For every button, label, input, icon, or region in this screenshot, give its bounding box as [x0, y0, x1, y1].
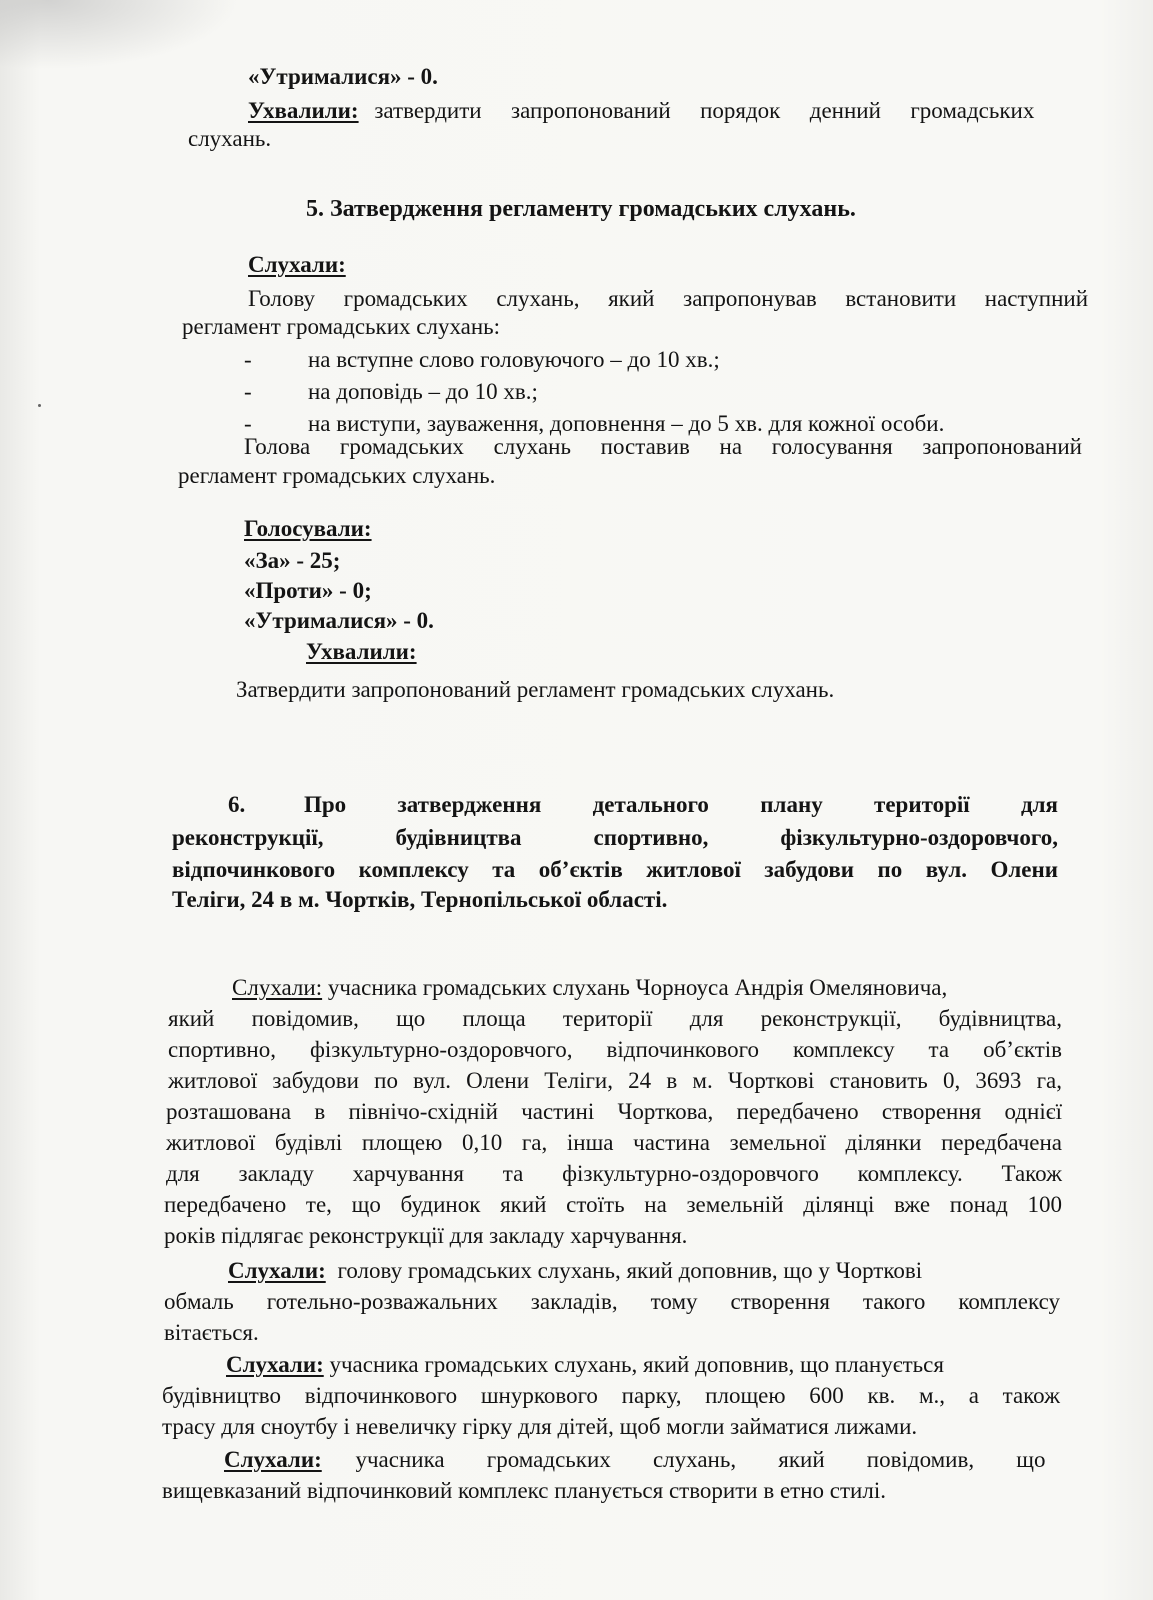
scan-shadow [0, 0, 240, 70]
votes-against: «Проти» - 0; [244, 578, 372, 603]
heard-1-line: який повідомив, що площа території для реконструкції, будівництва, [168, 1006, 1062, 1031]
heard-3-label: Слухали: [226, 1352, 324, 1377]
heard-4-line: вищевказаний відпочинковий комплекс планується створити в етно стилі. [162, 1478, 886, 1503]
list-item: на виступи, зауваження, доповнення – до 5 хв. для кожної особи. [308, 411, 945, 436]
heard-2-line: обмаль готельно-розважальних закладів, тому створення такого комплексу [164, 1289, 1060, 1314]
heard-1-line: житлової будівлі площею 0,10 га, інша частина земельної ділянки передбачена [166, 1130, 1062, 1155]
scan-speck [38, 404, 41, 407]
list-dash: - [244, 411, 252, 436]
section5-resolved-text: Затвердити запропонований регламент громадських слухань. [236, 677, 835, 702]
resolved-text: затвердити запропонований порядок денний громадських [374, 98, 1035, 123]
heard-1-line: для закладу харчування та фізкультурно-оздоровчого комплексу. Також [166, 1161, 1062, 1186]
heard-4-label: Слухали: [224, 1447, 322, 1472]
resolved-text-cont: слухань. [188, 126, 272, 151]
heard-1-first-line [232, 973, 1062, 1003]
heard-4-first-line [224, 1445, 1060, 1475]
votes-for: «За» - 25; [244, 548, 341, 573]
list-dash: - [244, 379, 252, 404]
heard-1-line: спортивно, фізкультурно-оздоровчого, відпочинкового комплексу та об’єктів [168, 1037, 1062, 1062]
heard-3-line: трасу для сноутбу і невеличку гірку для дітей, щоб могли займатися лижами. [162, 1414, 918, 1439]
section5-vote-call-1: Голова громадських слухань поставив на голосування запропонований [244, 434, 1082, 459]
abstained-line-top: «Утрималися» - 0. [248, 64, 438, 89]
heard-1-line: років підлягає реконструкції для закладу харчування. [164, 1223, 688, 1248]
heard-2-line: вітається. [164, 1320, 259, 1345]
heard-4-line: учасника громадських слухань, який повідомив, що [355, 1447, 1046, 1472]
heard-2-line: голову громадських слухань, який доповнив, що у Чорткові [337, 1258, 923, 1283]
section5-heard-text-2: регламент громадських слухань: [182, 314, 501, 339]
heard-1-label: Слухали: [232, 975, 323, 1000]
resolved-top [248, 96, 1088, 126]
heard-3-line: будівництво відпочинкового шнуркового парку, площею 600 кв. м., а також [162, 1383, 1060, 1408]
heard-2-label: Слухали: [228, 1258, 326, 1283]
section5-vote-call-2: регламент громадських слухань. [178, 463, 496, 488]
bleed-through [310, 128, 510, 188]
section6-title-line-3: відпочинкового комплексу та об’єктів житлової забудови по вул. Олени [172, 857, 1058, 882]
heard-3-first-line [226, 1350, 1060, 1380]
heard-1-line: передбачено те, що будинок який стоїть на земельній ділянці вже понад 100 [164, 1192, 1062, 1217]
section5-heard-label: Слухали: [248, 252, 346, 277]
section6-title-line-1: Про затвердження детального плану території для [304, 792, 1058, 817]
section6-title-line-4: Теліги, 24 в м. Чортків, Тернопільської області. [172, 887, 668, 912]
resolved-label: Ухвалили: [248, 98, 359, 123]
votes-abstained: «Утрималися» - 0. [244, 608, 434, 633]
list-dash: - [244, 347, 252, 372]
heard-3-line: учасника громадських слухань, який доповнив, що планується [329, 1352, 944, 1377]
voted-label: Голосували: [244, 516, 372, 541]
list-item: на доповідь – до 10 хв.; [308, 379, 538, 404]
section5-heard-text-1: Голову громадських слухань, який запропонував встановити наступний [248, 286, 1088, 311]
section5-title: 5. Затвердження регламенту громадських слухань. [306, 196, 856, 222]
section6-title-line-2: реконструкції, будівництва спортивно, фізкультурно-оздоровчого, [172, 825, 1058, 850]
list-item: на вступне слово головуючого – до 10 хв.; [308, 347, 720, 372]
section6-number: 6. [228, 792, 246, 817]
heard-2-first-line [228, 1256, 1060, 1286]
heard-1-line: розташована в північо-східній частині Чорткова, передбачено створення однієї [166, 1099, 1062, 1124]
heard-1-line: учасника громадських слухань Чорноуса Андрія Омеляновича, [327, 975, 948, 1000]
heard-1-line: житлової забудови по вул. Олени Теліги, 24 в м. Чорткові становить 0, 3693 га, [168, 1068, 1062, 1093]
section5-resolved-label: Ухвалили: [306, 639, 417, 664]
